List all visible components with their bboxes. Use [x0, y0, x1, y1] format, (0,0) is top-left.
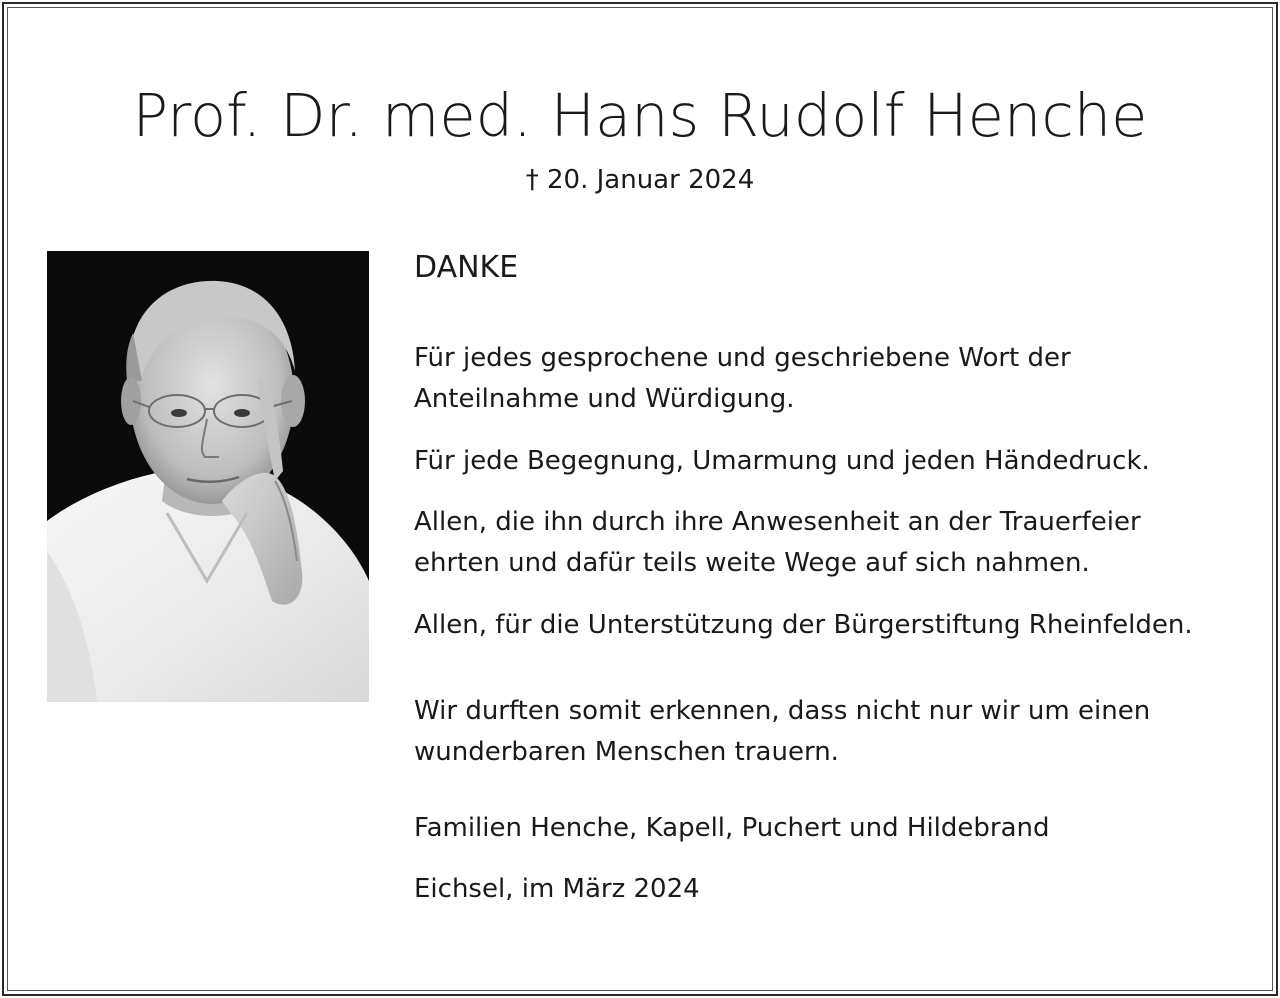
paragraph-line: Allen, für die Unterstützung der Bürgerstiftung Rheinfelden.: [414, 610, 1193, 640]
paragraph-line: ehrten und dafür teils weite Wege auf sich nahmen.: [414, 548, 1090, 578]
thank-you-text: [414, 246, 1254, 910]
paragraph-line: Für jede Begegnung, Umarmung und jeden Händedruck.: [414, 446, 1150, 476]
paragraph-line: Allen, die ihn durch ihre Anwesenheit an der Trauerfeier: [414, 507, 1141, 537]
portrait-icon: [47, 251, 369, 702]
paragraph-line: Für jedes gesprochene und geschriebene Wort der: [414, 343, 1071, 373]
portrait-photo: [47, 251, 369, 702]
paragraph-line: wunderbaren Menschen trauern.: [414, 737, 839, 767]
signature: Familien Henche, Kapell, Puchert und Hildebrand: [414, 813, 1050, 843]
paragraph-line: Anteilnahme und Würdigung.: [414, 384, 795, 414]
deceased-name: Prof. Dr. med. Hans Rudolf Henche: [132, 81, 1148, 150]
place-date: Eichsel, im März 2024: [414, 874, 700, 904]
death-date: † 20. Januar 2024: [525, 165, 755, 195]
danke-heading: DANKE: [414, 250, 519, 285]
paragraph-line: Wir durften somit erkennen, dass nicht nur wir um einen: [414, 696, 1151, 726]
